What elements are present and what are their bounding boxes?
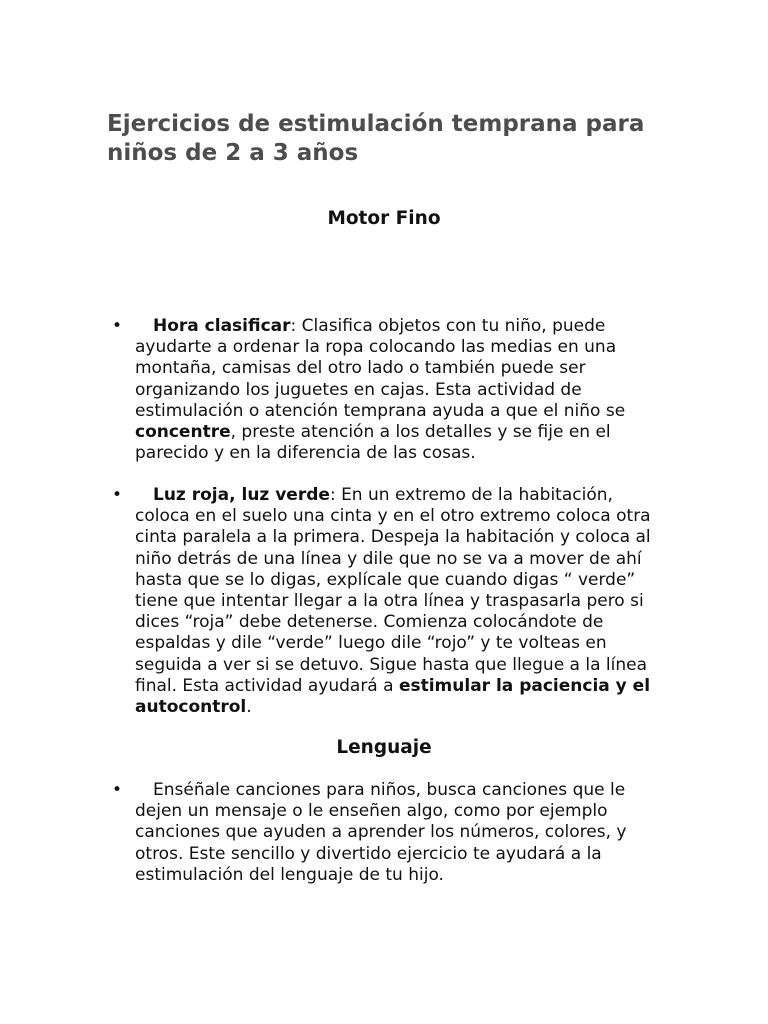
paragraph	[135, 485, 672, 718]
bullet-icon: •	[112, 316, 123, 336]
item-bold-lead: Hora clasificar	[153, 316, 291, 336]
bullet-icon: •	[112, 485, 123, 505]
document-title: Ejercicios de estimulación temprana para niños de 2 a 3 años	[107, 111, 645, 166]
item-bold-emphasis: concentre	[135, 422, 231, 443]
item-bold-lead: Luz roja, luz verde	[153, 485, 330, 505]
list-item	[112, 780, 672, 886]
section-heading-motor-fino: Motor Fino	[327, 208, 441, 229]
list-item	[112, 316, 672, 464]
item-text: Enséñale canciones para niños, busca canciones que le dejen un mensaje o le enseñen algo, como por ejemplo canciones que ayuden a aprender los números, colores, y otros. Este sencillo y divertido ejercicio te ayudará a la estimulación del lenguaje de tu hijo.	[135, 780, 627, 885]
item-text-end: , preste atención a los detalles y se fije en el parecido y en la diferencia de las cosas.	[135, 422, 611, 464]
bullet-icon: •	[112, 780, 123, 800]
item-bold-emphasis: estimular la paciencia y el autocontrol	[135, 675, 651, 718]
paragraph	[135, 780, 672, 886]
paragraph	[135, 316, 672, 464]
item-text: : Clasifica objetos con tu niño, puede ayudarte a ordenar la ropa colocando las medias en una montaña, camisas del otro lado o también puede ser organizando los juguetes en cajas. Esta actividad de estimulación o atención temprana ayuda a que el niño se	[135, 316, 626, 421]
section-heading-lenguaje: Lenguaje	[336, 737, 432, 758]
item-text: : En un extremo de la habitación, coloca en el suelo una cinta y en el otro extremo coloca otra cinta paralela a la primera. Despeja la habitación y coloca al niño detrás de una línea y dile que no se va a mover de ahí hasta que se lo digas, explícale que cuando digas “ verde” tiene que intentar llegar a la otra línea y traspasarla pero si dices “roja” debe detenerse. Comienza colocándote de espaldas y dile “verde” luego dile “rojo” y te volteas en seguida a ver si se detuvo. Sigue hasta que llegue a la línea final. Esta actividad ayudará a	[135, 485, 651, 696]
item-text-end: .	[246, 697, 252, 718]
list-item	[112, 485, 672, 718]
